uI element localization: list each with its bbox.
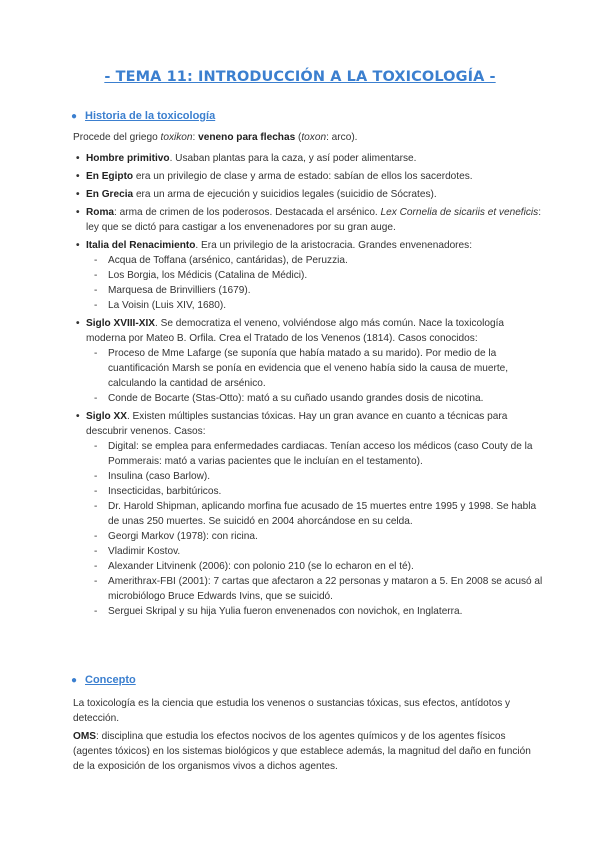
sub-list-item: - Los Borgia, los Médicis (Catalina de Médici). <box>86 268 543 283</box>
sub-list-item: - Vladimir Kostov. <box>86 544 543 559</box>
list-item: • Siglo XX. Existen múltiples sustancias tóxicas. Hay un gran avance en cuanto a técnicas para descubrir venenos. Casos: - Digital: se emplea para enfermedades cardiacas. Tenían acceso los médicos (caso Couty de la Pommerais: mató a varias pacientes que le incluían en el testamento). - Insulina (caso Barlow). - Insecticidas, barbitúricos. - Dr. Harold Shipman, aplicando morfina fue acusado de 15 muertes entre 1995 y 1998. Se habla de unas 250 muertes. Se suicidó en 2004 ahorcándose en su celda. - Georgi Markov (1978): con ricina. - Vladimir Kostov. - Alexander Litvinenk (2006): con polonio 210 (se lo echaron en el té). - Amerithrax-FBI (2001): 7 cartas que afectaron a 22 personas y mataron a 5. En 2008 se acusó al microbiólogo Bruce Edwards Ivins, que se suicidó. - Serguei Skripal y su hija Yulia fueron envenenados con novichok, en Inglaterra. <box>73 409 543 619</box>
sub-list <box>86 253 543 313</box>
list-item: • En Egipto era un privilegio de clase y arma de estado: sabían de ellos los sacerdotes. <box>73 169 543 184</box>
sub-list-item: - Conde de Bocarte (Stas-Otto): mató a su cuñado usando grandes dosis de nicotina. <box>86 391 543 406</box>
sub-list-item: - Digital: se emplea para enfermedades cardiacas. Tenían acceso los médicos (caso Couty de la Pommerais: mató a varias pacientes que le incluían en el testamento). <box>86 439 543 469</box>
oms-definition: OMS: disciplina que estudia los efectos nocivos de los agentes químicos y de los agentes físicos (agentes tóxicos) en los sistemas biológicos y que establece además, la magnitud del daño en función de la exposición de los organismos vivos a dichos agentes. <box>73 731 531 772</box>
list-item: • Italia del Renacimiento. Era un privilegio de la aristocracia. Grandes envenenadores: - Acqua de Toffana (arsénico, cantáridas), de Peruzzia. - Los Borgia, los Médicis (Catalina de Médici). - Marquesa de Brinvilliers (1679). - La Voisin (Luis XIV, 1680). <box>73 238 543 313</box>
list-item: • Roma: arma de crimen de los poderosos. Destacada el arsénico. Lex Cornelia de sicariis et veneficis: ley que se dictó para castigar a los envenenadores por su gran auge. <box>73 205 543 235</box>
sub-list <box>86 346 543 406</box>
section-heading-concepto: ● Concepto <box>71 674 136 686</box>
concepto-definition: La toxicología es la ciencia que estudia los venenos o sustancias tóxicas, sus efectos, antídotos y detección. <box>73 698 511 724</box>
sub-list-item: - Insecticidas, barbitúricos. <box>86 484 543 499</box>
list-item: • Siglo XVIII-XIX. Se democratiza el veneno, volviéndose algo más común. Nace la toxicología moderna por Mateo B. Orfila. Crea el Tratado de los Venenos (1814). Casos conocidos: - Proceso de Mme Lafarge (se suponía que había matado a su marido). Por medio de la cuantificación Marsh se ponía en evidencia que el veneno había sido la causa de muerte, calculando la cantidad de arsénico. - Conde de Bocarte (Stas-Otto): mató a su cuñado usando grandes dosis de nicotina. <box>73 316 543 406</box>
sub-list-item: - Marquesa de Brinvilliers (1679). <box>86 283 543 298</box>
sub-list-item: - La Voisin (Luis XIV, 1680). <box>86 298 543 313</box>
sub-list-item: - Alexander Litvinenk (2006): con polonio 210 (se lo echaron en el té). <box>86 559 543 574</box>
bullet-icon: ● <box>71 111 78 122</box>
section-heading-historia: ● Historia de la toxicología <box>71 110 216 122</box>
bullet-icon: ● <box>71 675 78 686</box>
historia-list <box>73 151 543 622</box>
list-item: • En Grecia era un arma de ejecución y suicidios legales (suicidio de Sócrates). <box>73 187 543 202</box>
historia-intro: Procede del griego toxikon: veneno para flechas (toxon: arco). <box>73 132 358 143</box>
sub-list-item: - Dr. Harold Shipman, aplicando morfina fue acusado de 15 muertes entre 1995 y 1998. Se habla de unas 250 muertes. Se suicidó en 2004 ahorcándose en su celda. <box>86 499 543 529</box>
sub-list-item: - Acqua de Toffana (arsénico, cantáridas), de Peruzzia. <box>86 253 543 268</box>
sub-list-item: - Insulina (caso Barlow). <box>86 469 543 484</box>
sub-list-item: - Serguei Skripal y su hija Yulia fueron envenenados con novichok, en Inglaterra. <box>86 604 543 619</box>
sub-list-item: - Amerithrax-FBI (2001): 7 cartas que afectaron a 22 personas y mataron a 5. En 2008 se acusó al microbiólogo Bruce Edwards Ivins, que se suicidó. <box>86 574 543 604</box>
list-item: • Hombre primitivo. Usaban plantas para la caza, y así poder alimentarse. <box>73 151 543 166</box>
sub-list-item: - Georgi Markov (1978): con ricina. <box>86 529 543 544</box>
sub-list <box>86 439 543 619</box>
sub-list-item: - Proceso de Mme Lafarge (se suponía que había matado a su marido). Por medio de la cuantificación Marsh se ponía en evidencia que el veneno había sido la causa de muerte, calculando la cantidad de arsénico. <box>86 346 543 391</box>
page-title: - TEMA 11: INTRODUCCIÓN A LA TOXICOLOGÍA - <box>104 69 496 85</box>
